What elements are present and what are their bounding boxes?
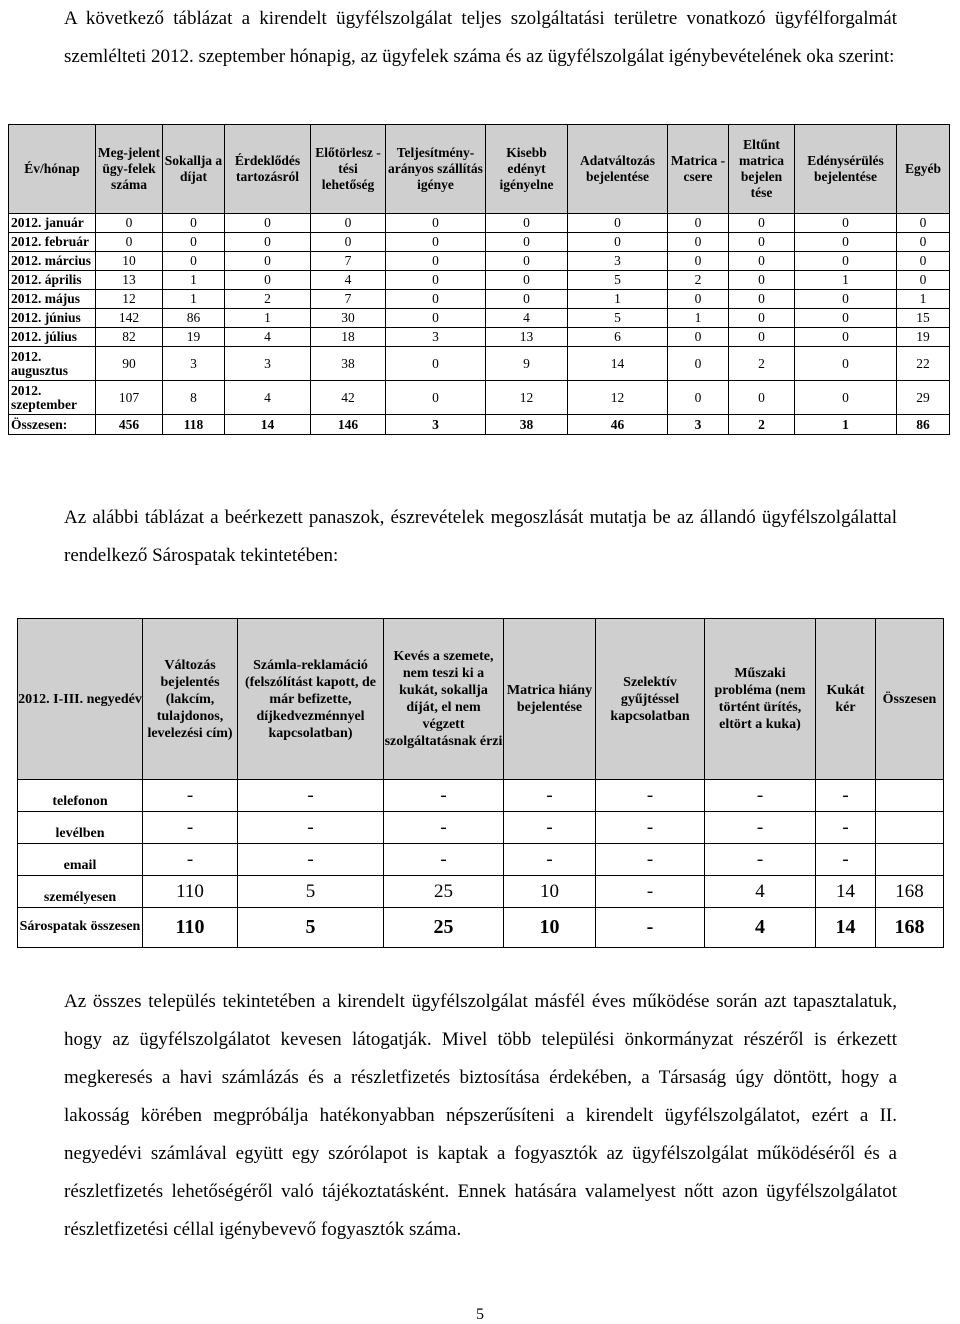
table-cell: 19 [897,328,950,347]
row-label: levélben [18,812,143,844]
table-cell: - [238,844,384,876]
table-cell: 0 [668,214,729,233]
table-cell: 0 [96,214,163,233]
intro-paragraph: A következő táblázat a kirendelt ügyfélszolgálat teljes szolgáltatási területre vonatkozó ügyfélforgalmát szemlélteti 2012. szeptember hónapig, az ügyfelek száma és az ügyfélszolgálat igénybevételének oka szerint: [64,8,897,67]
table-cell: 8 [163,381,225,415]
table-cell: 38 [486,415,568,435]
table-cell: 0 [225,233,311,252]
table-row [9,233,950,252]
table-cell: 0 [729,381,795,415]
table-cell: 0 [96,233,163,252]
table-cell: 4 [225,381,311,415]
table-cell: 7 [311,290,386,309]
complaints-table [17,618,944,948]
table-cell: 15 [897,309,950,328]
header-cell: Összesen [876,619,944,780]
table-cell: - [705,844,816,876]
table-cell: - [384,844,504,876]
table-header-row [9,125,950,214]
table-cell: 42 [311,381,386,415]
table-cell: 46 [568,415,668,435]
table-cell: - [816,812,876,844]
table-cell: 3 [386,415,486,435]
table-cell: 2 [225,290,311,309]
table-row [18,780,944,812]
row-label: 2012. február [9,233,96,252]
header-cell: Szelektív gyűjtéssel kapcsolatban [596,619,705,780]
table-cell: 0 [795,328,897,347]
table-cell: 110 [143,876,238,908]
table-cell: 10 [504,908,596,948]
table-cell: 6 [568,328,668,347]
table-row [9,271,950,290]
table-cell: 0 [668,233,729,252]
table-cell: 0 [225,271,311,290]
row-label: 2012. június [9,309,96,328]
table-cell: 1 [668,309,729,328]
table-cell: 3 [568,252,668,271]
table-cell: 5 [238,876,384,908]
table-cell: 0 [729,252,795,271]
table-cell: 1 [897,290,950,309]
table-cell: 0 [795,381,897,415]
table-cell: 3 [163,347,225,381]
header-cell: Matrica hiány bejelentése [504,619,596,780]
table-cell: 7 [311,252,386,271]
header-cell: 2012. I-III. negyedév [18,619,143,780]
table-cell: 86 [897,415,950,435]
table-cell: 0 [163,233,225,252]
header-cell: Matrica -csere [668,125,729,214]
table-cell: 0 [568,233,668,252]
table-cell: - [816,844,876,876]
table-cell: 0 [486,271,568,290]
table-cell: 1 [225,309,311,328]
table-row [18,844,944,876]
table-cell: 0 [486,214,568,233]
summary-paragraph: Az összes település tekintetében a kirendelt ügyfélszolgálat másfél éves működése során azt tapasztalatuk, hogy az ügyfélszolgálatot kevesen látogatják. Mivel több települési önkormányzat részéről is érkezett megkeresés a havi számlázás és a részletfizetés biztosítása érdekében, a Társaság úgy döntött, hogy a lakosság körében megpróbálja hatékonyabban népszerűsíteni a kirendelt ügyfélszolgálatot, ezért a II. negyedévi számlával együtt egy szórólapot is kaptak a fogyasztók az ügyfélszolgálat működéséről és a részletfizetés lehetőségéről való tájékoztatásként. Ennek hatására valamelyest nőtt azon ügyfélszolgálatot részletfizetési céllal igénybevevő fogyasztók száma. [64,991,897,1240]
table-cell: 12 [568,381,668,415]
table-cell: - [143,812,238,844]
table-cell: 10 [504,876,596,908]
table-cell: - [596,812,705,844]
header-cell: Egyéb [897,125,950,214]
table-cell: 0 [486,252,568,271]
table-cell: 110 [143,908,238,948]
table-cell [876,812,944,844]
table-cell: 13 [486,328,568,347]
row-label: 2012. január [9,214,96,233]
table-cell: 4 [705,908,816,948]
table-cell: - [705,780,816,812]
table-cell: 0 [729,271,795,290]
client-traffic-table [8,124,950,435]
header-cell: Számla-reklamáció (felszólítást kapott, de már befizette, díjkedvezménnyel kapcsolatban) [238,619,384,780]
table-cell: 90 [96,347,163,381]
table-cell: 0 [311,214,386,233]
table-cell: - [596,844,705,876]
table-cell: 0 [668,328,729,347]
table-cell: - [504,780,596,812]
table-cell: 0 [897,252,950,271]
header-cell: Adatváltozás bejelentése [568,125,668,214]
table-cell: 12 [96,290,163,309]
header-cell: Év/hónap [9,125,96,214]
table-cell: 0 [225,214,311,233]
table-cell: 0 [795,347,897,381]
table-cell: 0 [568,214,668,233]
table-cell: 25 [384,876,504,908]
table-cell: 14 [816,876,876,908]
table-cell: 0 [668,381,729,415]
table-cell: 0 [386,252,486,271]
table-row [9,381,950,415]
table-cell: 25 [384,908,504,948]
table-row [9,252,950,271]
table-cell: 38 [311,347,386,381]
total-row [18,908,944,948]
table-cell: - [504,844,596,876]
table-cell: 0 [386,381,486,415]
table-cell: - [384,780,504,812]
table-cell: 12 [486,381,568,415]
table-cell: 14 [568,347,668,381]
table-cell: - [705,812,816,844]
table-cell: - [816,780,876,812]
table-cell: 4 [225,328,311,347]
table-cell: 2 [668,271,729,290]
table-cell: 4 [486,309,568,328]
header-cell: Változás bejelentés (lakcím, tulajdonos, levelezési cím) [143,619,238,780]
header-cell: Érdeklődés tartozásról [225,125,311,214]
table-cell [876,844,944,876]
table-row [9,290,950,309]
row-label: Sárospatak összesen [18,908,143,948]
table-cell: - [384,812,504,844]
table-cell: 29 [897,381,950,415]
table-row [9,309,950,328]
table-cell: 5 [568,309,668,328]
row-label: 2012. július [9,328,96,347]
table-cell: 0 [386,214,486,233]
table-cell: 0 [668,347,729,381]
row-label: 2012. április [9,271,96,290]
table-cell: 1 [163,271,225,290]
table-cell: - [596,876,705,908]
table-cell: 0 [668,252,729,271]
header-cell: Kisebb edényt igényelne [486,125,568,214]
table-header-row [18,619,944,780]
page-number: 5 [476,1306,484,1323]
table-cell: 10 [96,252,163,271]
table-cell: 0 [486,290,568,309]
table-cell: - [504,812,596,844]
table-cell: 5 [568,271,668,290]
table-cell: 0 [795,233,897,252]
header-cell: Teljesítmény-arányos szállítás igénye [386,125,486,214]
table-cell: 0 [795,309,897,328]
header-cell: Kukát kér [816,619,876,780]
table-cell [876,780,944,812]
table-cell: 0 [386,271,486,290]
header-cell: Sokallja a díjat [163,125,225,214]
table-cell: 3 [386,328,486,347]
table-cell: 168 [876,876,944,908]
table-cell: 14 [816,908,876,948]
table-row [18,812,944,844]
table-cell: 13 [96,271,163,290]
table-cell: 3 [225,347,311,381]
table-cell: - [143,844,238,876]
table-cell: 0 [897,214,950,233]
table-cell: 146 [311,415,386,435]
table-cell: 0 [163,214,225,233]
table-cell: 30 [311,309,386,328]
table-cell: 3 [668,415,729,435]
header-cell: Kevés a szemete, nem teszi ki a kukát, sokallja díját, el nem végzett szolgáltatásnak érzi [384,619,504,780]
table-cell: 0 [729,214,795,233]
table-cell: 0 [386,347,486,381]
table-cell: 22 [897,347,950,381]
table-cell: 19 [163,328,225,347]
total-row [9,415,950,435]
table-row [9,347,950,381]
table-cell: 86 [163,309,225,328]
table-cell: 82 [96,328,163,347]
table-row [9,214,950,233]
row-label: személyesen [18,876,143,908]
table-row [18,876,944,908]
table-cell: 14 [225,415,311,435]
table-cell: 0 [729,233,795,252]
table-cell: 2 [729,347,795,381]
table-cell: 0 [163,252,225,271]
table-cell: 1 [795,415,897,435]
table-cell: 0 [225,252,311,271]
row-label: 2012. szeptember [9,381,96,415]
table-cell: 0 [311,233,386,252]
table-cell: 0 [486,233,568,252]
table-cell: 4 [705,876,816,908]
table-cell: 142 [96,309,163,328]
table-cell: 5 [238,908,384,948]
header-cell: Műszaki probléma (nem történt ürítés, eltört a kuka) [705,619,816,780]
table-cell: 118 [163,415,225,435]
table-cell: 0 [897,271,950,290]
table-cell: 1 [163,290,225,309]
table-cell: 456 [96,415,163,435]
row-label: 2012. augusztus [9,347,96,381]
table-cell: 0 [386,233,486,252]
row-label: 2012. május [9,290,96,309]
table-cell: 0 [897,233,950,252]
table-cell: 0 [795,290,897,309]
header-cell: Edénysérülés bejelentése [795,125,897,214]
table-cell: 0 [386,290,486,309]
table-cell: 107 [96,381,163,415]
table-cell: 1 [568,290,668,309]
table-cell: 0 [795,214,897,233]
table-cell: 4 [311,271,386,290]
table-cell: 0 [795,252,897,271]
row-label: email [18,844,143,876]
table-cell: 0 [729,290,795,309]
header-cell: Meg-jelent ügy-felek száma [96,125,163,214]
table-row [9,328,950,347]
table-cell: 1 [795,271,897,290]
complaints-intro-paragraph: Az alábbi táblázat a beérkezett panaszok, észrevételek megoszlását mutatja be az állandó ügyfélszolgálattal rendelkező Sárospatak tekintetében: [64,507,897,566]
table-cell: 0 [729,328,795,347]
header-cell: Eltűnt matrica bejelen tése [729,125,795,214]
table-cell: - [238,812,384,844]
row-label: 2012. március [9,252,96,271]
table-cell: 18 [311,328,386,347]
table-cell: - [238,780,384,812]
table-cell: 0 [668,290,729,309]
table-cell: 9 [486,347,568,381]
row-label: telefonon [18,780,143,812]
table-cell: 0 [386,309,486,328]
header-cell: Előtörlesz -tési lehetőség [311,125,386,214]
table-cell: 0 [729,309,795,328]
table-cell: - [143,780,238,812]
table-cell: - [596,908,705,948]
table-cell: - [596,780,705,812]
row-label: Összesen: [9,415,96,435]
table-cell: 2 [729,415,795,435]
table-cell: 168 [876,908,944,948]
